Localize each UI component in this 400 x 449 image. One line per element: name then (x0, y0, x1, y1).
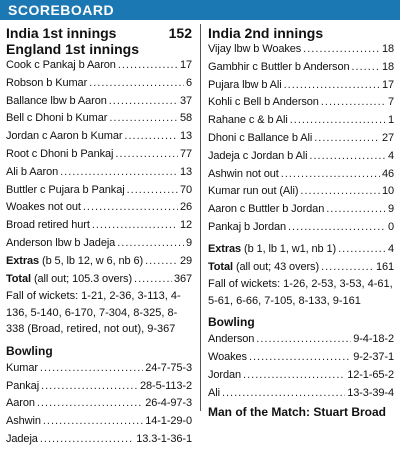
leader-dots (89, 75, 184, 93)
leader-dots (118, 57, 178, 75)
batsman-dismissal: Kumar run out (Ali) (208, 185, 299, 198)
batting-row (208, 77, 394, 95)
man-of-the-match: Man of the Match: Stuart Broad (208, 404, 387, 419)
batsman-runs: 7 (387, 96, 394, 109)
leader-dots (127, 182, 178, 200)
right-column (208, 25, 394, 421)
batsman-runs: 70 (179, 183, 192, 196)
leader-dots (249, 349, 351, 367)
batting-row (6, 57, 192, 75)
batsman-runs: 17 (179, 59, 192, 71)
leader-dots (290, 112, 386, 130)
batsman-dismissal: Aaron c Buttler b Jordan (208, 203, 325, 216)
batting-row (6, 217, 192, 235)
leader-dots (40, 431, 134, 449)
leader-dots (60, 164, 178, 182)
bowling-row (208, 331, 394, 349)
leader-dots (288, 219, 386, 237)
batting-row (6, 146, 192, 164)
batsman-dismissal: Jordan c Aaron b Kumar (6, 130, 123, 143)
batsman-dismissal: Jadeja c Jordan b Ali (208, 149, 308, 162)
batting-row (208, 59, 394, 77)
batsman-runs: 17 (381, 78, 394, 91)
batting-row (208, 112, 394, 130)
bowler-figures: 28-5-113-2 (140, 379, 192, 392)
batsman-runs: 18 (381, 60, 394, 73)
leader-dots (115, 146, 178, 164)
left-column (6, 25, 192, 449)
batsman-runs: 12 (179, 219, 192, 232)
batsman-runs: 77 (179, 147, 192, 160)
batsman-runs: 18 (381, 43, 394, 55)
bowler-figures: 9-2-37-1 (353, 351, 394, 364)
batting-row (208, 166, 394, 184)
leader-dots (303, 41, 380, 59)
bowler-name: Ali (208, 386, 220, 399)
batting-row (6, 93, 192, 111)
total-row (208, 259, 394, 277)
batsman-dismissal: Woakes not out (6, 201, 81, 214)
bowler-figures: 9-4-18-2 (353, 333, 394, 346)
batsman-runs: 37 (179, 94, 192, 107)
fall-of-wickets: Fall of wickets: 1-26, 2-53, 3-53, 4-61, 5-61, 6-66, 7-105, 8-133, 9-161 (208, 278, 393, 307)
leader-dots (338, 241, 386, 259)
leader-dots (321, 259, 374, 277)
extras-value: 29 (179, 254, 192, 267)
extras-label: Extras (208, 242, 242, 255)
bowler-name: Jadeja (6, 433, 38, 446)
bowling-row (6, 431, 192, 449)
batting-row (208, 130, 394, 148)
bowling-heading: Bowling (208, 315, 255, 330)
bowler-name: Woakes (208, 351, 247, 364)
batsman-runs: 27 (381, 131, 394, 144)
bowler-name: Pankaj (6, 379, 40, 392)
batting-row (208, 41, 394, 59)
batting-row (6, 75, 192, 93)
leader-dots (256, 331, 351, 349)
bowler-figures: 26-4-97-3 (145, 397, 192, 410)
leader-dots (309, 148, 386, 166)
batsman-dismissal: Ballance lbw b Aaron (6, 94, 107, 107)
batting-row (208, 94, 394, 112)
scoreboard-banner: SCOREBOARD (0, 0, 400, 20)
batsman-dismissal: Ashwin not out (208, 167, 279, 180)
batsman-dismissal: Pujara lbw b Ali (208, 78, 282, 91)
bowler-name: Aaron (6, 397, 35, 410)
leader-dots (124, 128, 178, 146)
bowler-figures: 12-1-65-2 (347, 368, 394, 381)
batsman-dismissal: Bell c Dhoni b Kumar (6, 112, 108, 125)
india-first-innings-title: India 1st innings (6, 25, 117, 41)
bowler-name: Ashwin (6, 415, 41, 428)
england-first-innings-title: England 1st innings (6, 41, 140, 57)
bowler-figures: 13.3-1-36-1 (136, 433, 192, 446)
batsman-runs: 13 (179, 165, 192, 178)
leader-dots (326, 201, 386, 219)
batting-row (208, 219, 394, 237)
leader-dots (321, 94, 386, 112)
bowling-row (6, 378, 192, 396)
batsman-runs: 0 (387, 220, 394, 233)
batsman-dismissal: Vijay lbw b Woakes (208, 43, 302, 55)
england-first-innings-heading (6, 41, 192, 57)
total-value: 161 (375, 260, 394, 273)
bowling-row (208, 349, 394, 367)
batsman-runs: 26 (179, 201, 192, 214)
extras-detail: (b 1, lb 1, w1, nb 1) (244, 242, 337, 255)
batting-row (208, 183, 394, 201)
leader-dots (145, 253, 178, 271)
bowler-figures: 14-1-29-0 (145, 415, 192, 428)
leader-dots (134, 271, 172, 289)
total-label: Total (6, 272, 31, 285)
total-value: 367 (173, 272, 192, 285)
bowling-row (208, 367, 394, 385)
extras-value: 4 (387, 242, 394, 255)
leader-dots (117, 235, 184, 253)
batting-row (208, 201, 394, 219)
batsman-dismissal: Gambhir c Buttler b Anderson (208, 60, 350, 73)
bowler-name: Kumar (6, 361, 38, 374)
leader-dots (243, 367, 345, 385)
leader-dots (300, 183, 380, 201)
fall-of-wickets: Fall of wickets: 1-21, 2-36, 3-113, 4-136, 5-140, 6-170, 7-304, 8-325, 8-338 (Broad, retired, not out), 9-367 (6, 290, 181, 336)
batsman-dismissal: Dhoni c Ballance b Ali (208, 131, 313, 144)
batsman-dismissal: Ali b Aaron (6, 165, 59, 178)
india-second-innings-heading (208, 25, 394, 41)
batsman-dismissal: Broad retired hurt (6, 219, 90, 232)
batsman-runs: 58 (179, 112, 192, 125)
extras-detail: (b 5, lb 12, w 6, nb 6) (42, 254, 144, 267)
leader-dots (43, 413, 143, 431)
batsman-runs: 1 (387, 114, 394, 127)
leader-dots (109, 110, 178, 128)
batsman-runs: 10 (381, 185, 394, 198)
batsman-runs: 6 (185, 76, 192, 89)
batting-row (208, 148, 394, 166)
batsman-runs: 13 (179, 130, 192, 143)
india-first-innings-score: 152 (168, 25, 192, 41)
bowling-row (208, 385, 394, 403)
bowler-figures: 24-7-75-3 (145, 361, 192, 374)
leader-dots (41, 378, 138, 396)
bowling-row (6, 360, 192, 378)
batsman-dismissal: Root c Dhoni b Pankaj (6, 147, 114, 160)
leader-dots (92, 217, 178, 235)
total-label: Total (208, 260, 233, 273)
batting-row (6, 164, 192, 182)
batting-row (6, 235, 192, 253)
bowling-heading: Bowling (6, 343, 53, 358)
total-detail: (all out; 43 overs) (235, 260, 320, 273)
bowling-row (6, 413, 192, 431)
batsman-runs: 9 (185, 236, 192, 249)
india-second-innings-title: India 2nd innings (208, 25, 324, 41)
total-row (6, 271, 192, 289)
bowler-name: Anderson (208, 333, 255, 346)
batsman-dismissal: Rahane c & b Ali (208, 114, 288, 127)
batsman-dismissal: Buttler c Pujara b Pankaj (6, 183, 125, 196)
bowler-figures: 13-3-39-4 (347, 386, 394, 399)
england-batting-list (6, 57, 192, 253)
batsman-dismissal: Robson b Kumar (6, 76, 88, 89)
batsman-runs: 9 (387, 203, 394, 216)
leader-dots (222, 385, 345, 403)
england-bowling-list (208, 331, 394, 402)
leader-dots (281, 166, 380, 184)
leader-dots (314, 130, 380, 148)
india-bowling-list (6, 360, 192, 449)
leader-dots (83, 199, 178, 217)
extras-label: Extras (6, 254, 40, 267)
extras-row (208, 241, 394, 259)
batting-row (6, 128, 192, 146)
bowler-name: Jordan (208, 368, 242, 381)
batting-row (6, 110, 192, 128)
batting-row (6, 182, 192, 200)
leader-dots (352, 59, 380, 77)
extras-row (6, 253, 192, 271)
batsman-dismissal: Anderson lbw b Jadeja (6, 236, 116, 249)
india-batting-list (208, 41, 394, 237)
leader-dots (40, 360, 143, 378)
batsman-dismissal: Pankaj b Jordan (208, 220, 286, 233)
leader-dots (109, 93, 178, 111)
batting-row (6, 199, 192, 217)
leader-dots (284, 77, 380, 95)
column-divider (200, 24, 201, 411)
batsman-dismissal: Cook c Pankaj b Aaron (6, 59, 116, 71)
batsman-runs: 46 (381, 167, 394, 180)
india-first-innings-heading (6, 25, 192, 41)
total-detail: (all out; 105.3 overs) (33, 272, 133, 285)
batsman-runs: 4 (387, 149, 394, 162)
batsman-dismissal: Kohli c Bell b Anderson (208, 96, 319, 109)
